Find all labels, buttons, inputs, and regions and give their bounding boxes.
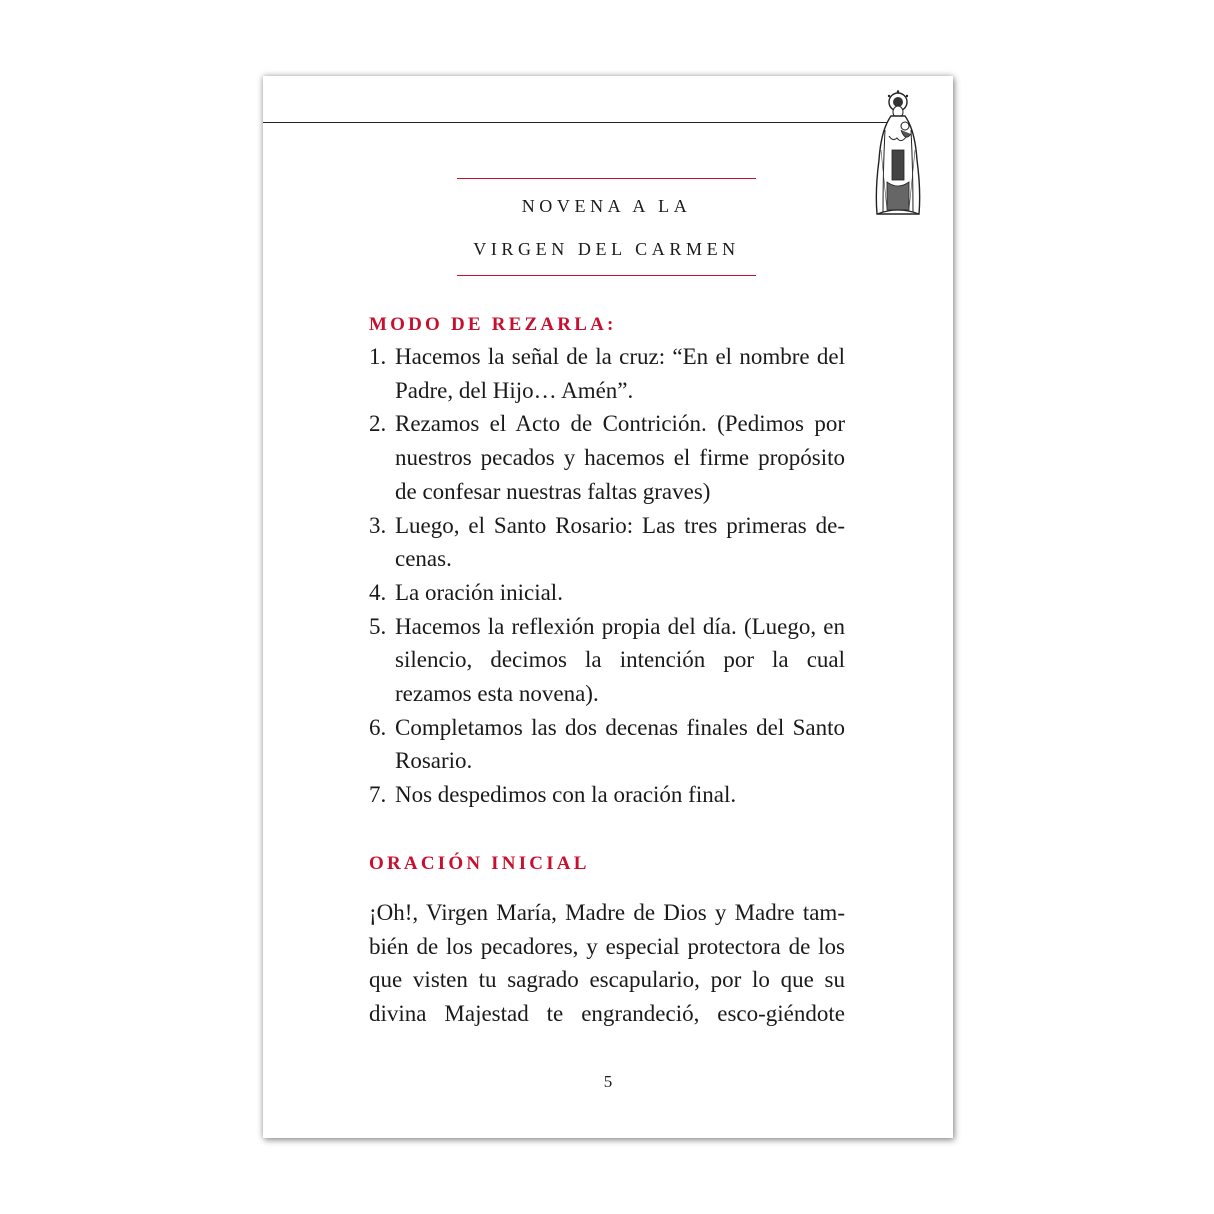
step-number: 7. bbox=[369, 782, 387, 808]
title-line-2: VIRGEN DEL CARMEN bbox=[473, 239, 740, 259]
header-rule bbox=[263, 122, 891, 123]
steps-list bbox=[369, 340, 845, 812]
list-item bbox=[369, 340, 845, 407]
list-item bbox=[369, 407, 845, 508]
step-number: 1. bbox=[369, 344, 387, 369]
step-number: 4. bbox=[369, 579, 387, 605]
title-line-1: NOVENA A LA bbox=[521, 196, 692, 216]
list-item bbox=[369, 711, 845, 778]
book-page bbox=[263, 76, 953, 1138]
step-number: 2. bbox=[369, 411, 387, 437]
prayer-text: ¡Oh!, Virgen María, Madre de Dios y Madre también de los pecadores, y especial protectora de los que visten tu sagrado escapulario, por lo que su divina Majestad te engrandeció, esco-giéndote bbox=[369, 900, 845, 1027]
step-text: Nos despedimos con la oración final. bbox=[395, 782, 737, 808]
step-text: Luego, el Santo Rosario: Las tres primeras decenas. bbox=[395, 512, 845, 572]
section-heading-modo: MODO DE REZARLA: bbox=[369, 314, 617, 335]
step-number: 3. bbox=[369, 512, 387, 538]
step-number: 6. bbox=[369, 714, 387, 740]
list-item bbox=[369, 778, 845, 812]
step-number: 5. bbox=[369, 613, 387, 639]
list-item bbox=[369, 610, 845, 711]
list-item bbox=[369, 509, 845, 576]
title-block bbox=[457, 178, 756, 276]
step-text: Hacemos la reflexión propia del día. (Luego, en silencio, decimos la intención por la cual rezamos esta novena). bbox=[395, 613, 845, 707]
step-text: La oración inicial. bbox=[395, 579, 563, 605]
step-text: Rezamos el Acto de Contrición. (Pedimos por nuestros pecados y hacemos el firme propósito de confesar nuestras faltas graves) bbox=[395, 411, 845, 504]
list-item bbox=[369, 576, 845, 610]
section-heading-oracion: ORACIÓN INICIAL bbox=[369, 853, 590, 874]
step-text: Completamos las dos decenas finales del Santo Rosario. bbox=[395, 714, 845, 774]
page-number: 5 bbox=[603, 1072, 613, 1091]
step-text: Hacemos la señal de la cruz: “En el nombre del Padre, del Hijo… Amén”. bbox=[395, 344, 845, 403]
virgin-of-carmel-engraving-icon bbox=[867, 90, 927, 220]
